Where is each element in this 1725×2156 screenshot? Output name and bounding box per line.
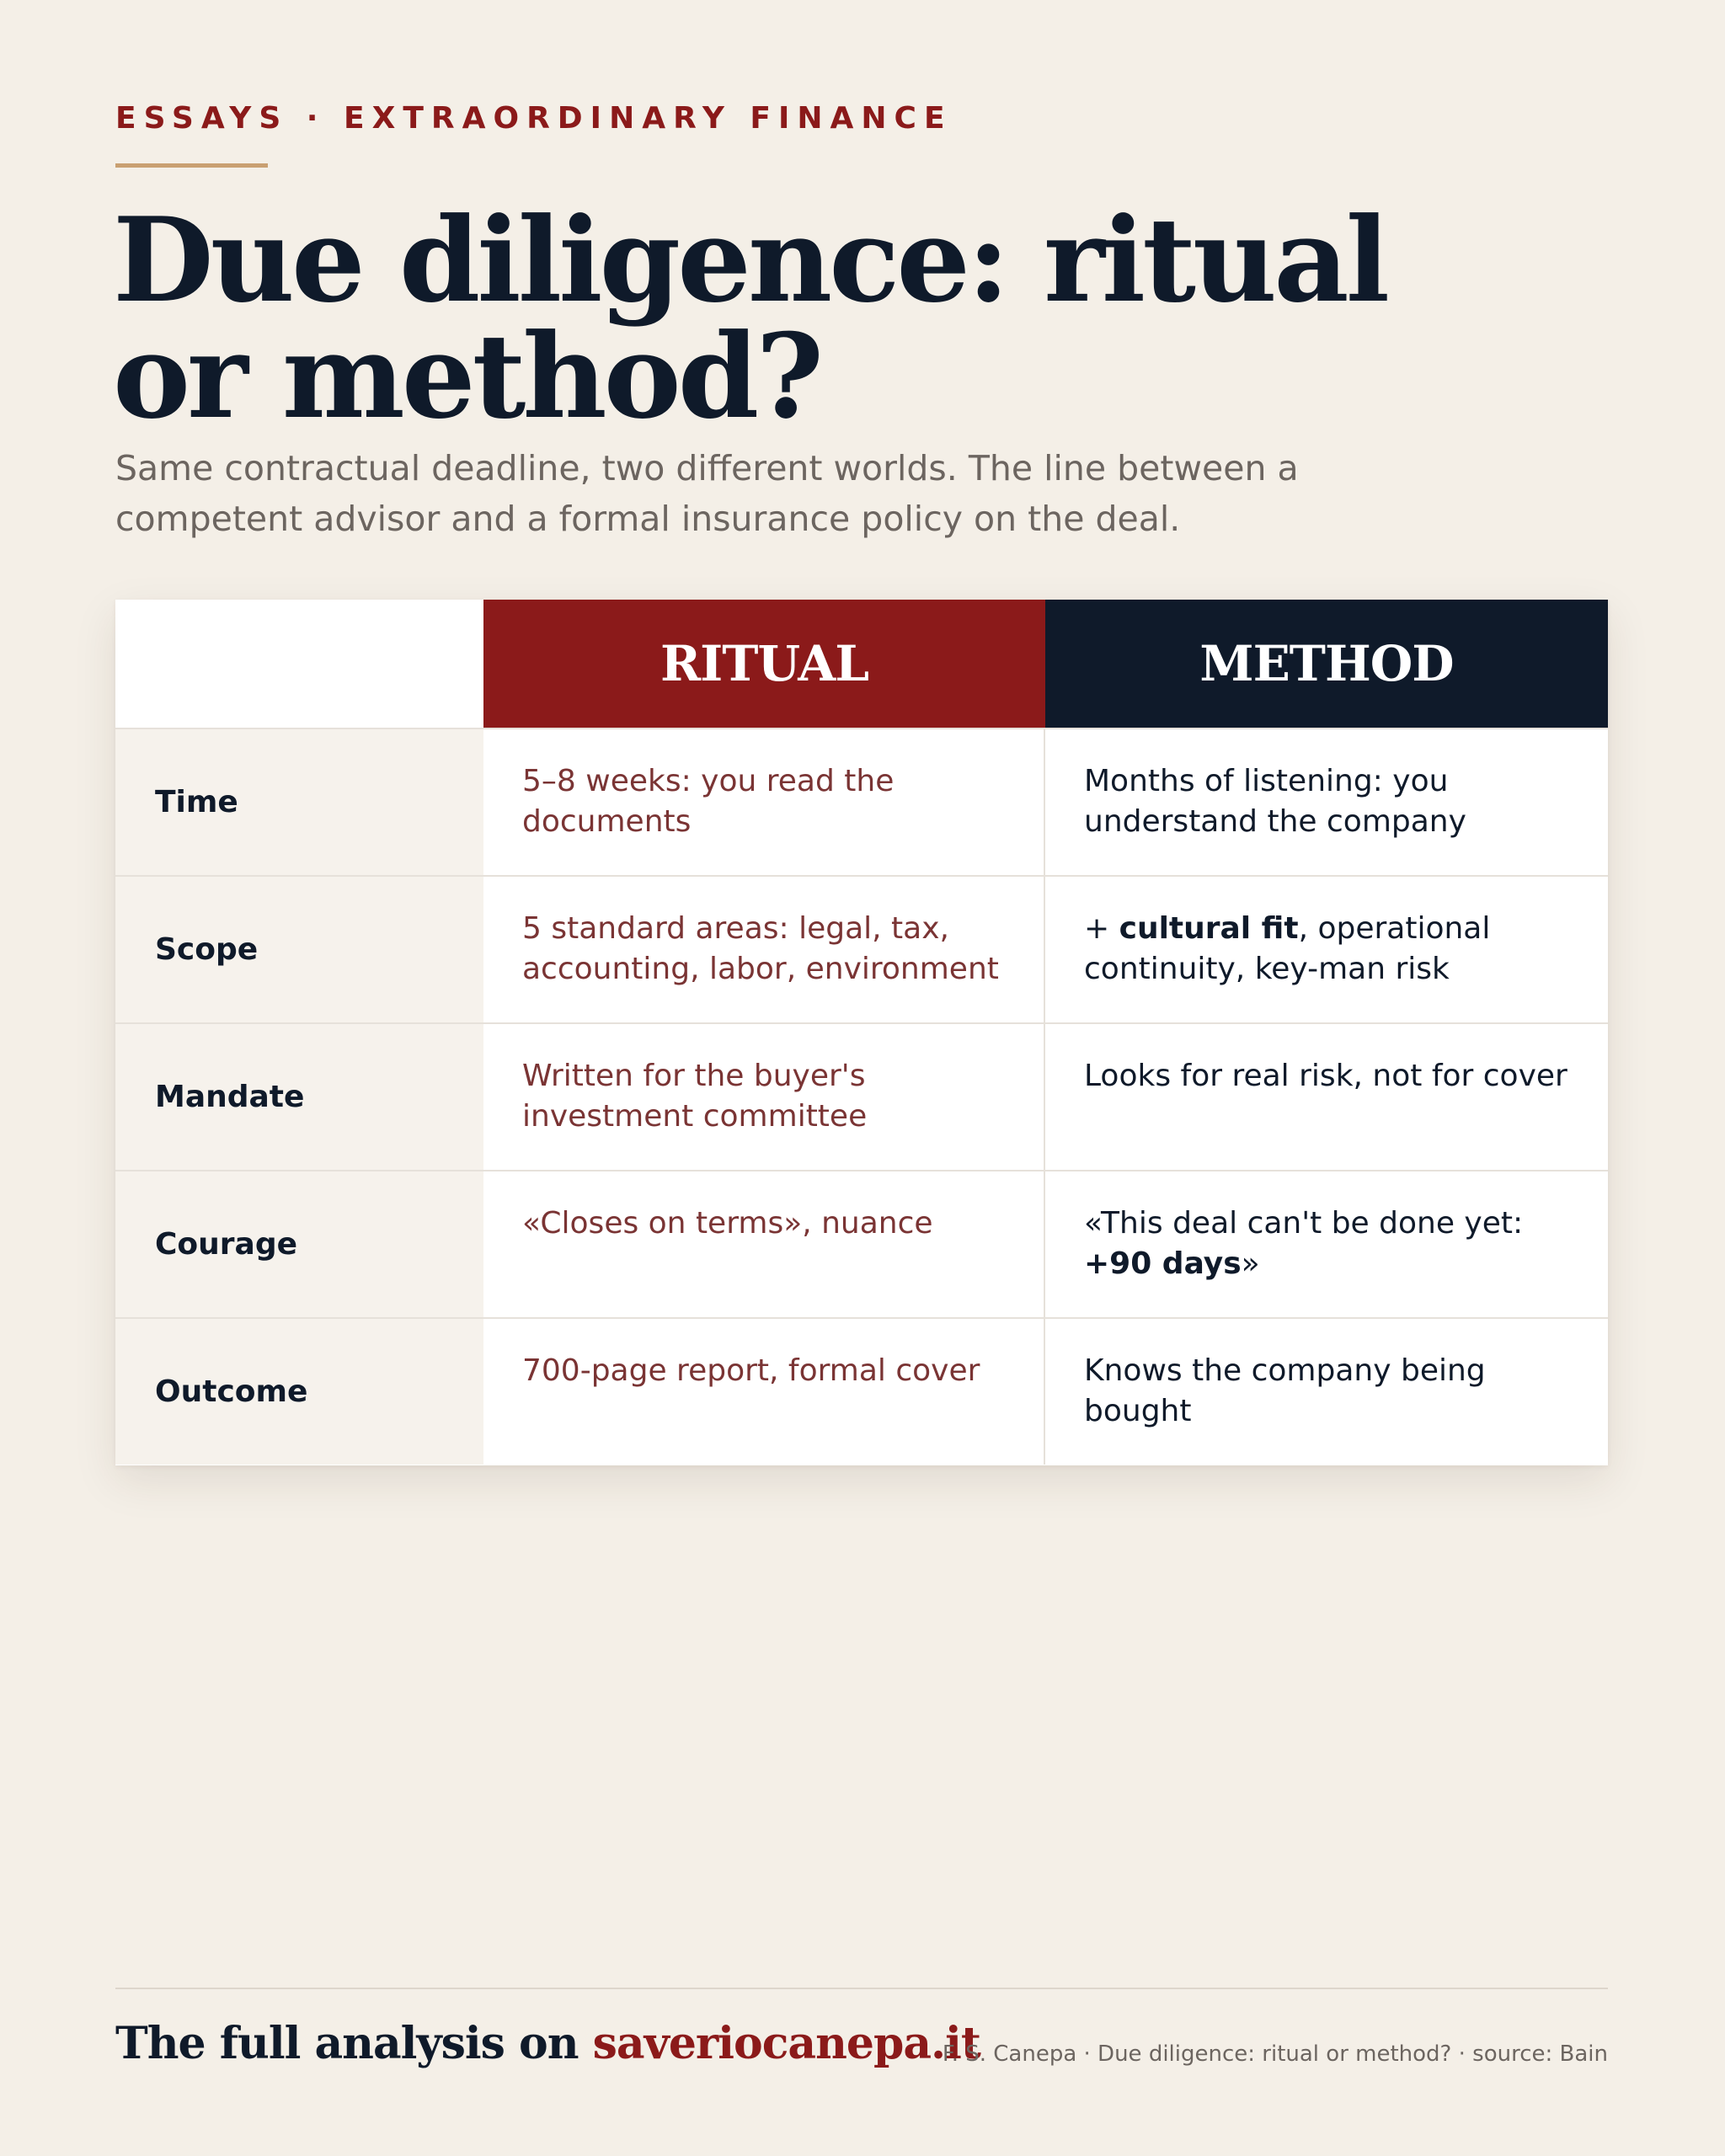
site-link[interactable]: saveriocanepa.it	[592, 2018, 980, 2069]
row-label: Outcome	[115, 1319, 483, 1465]
footer-cta-text: The full analysis on	[115, 2018, 593, 2069]
method-cell-suffix: , operational continuity, key-man risk	[1084, 911, 1491, 986]
ritual-cell: Written for the buyer's investment committee	[483, 1024, 1045, 1170]
column-header-method: METHOD	[1045, 600, 1608, 728]
table-row-scope	[115, 875, 1608, 1022]
page-subtitle: Same contractual deadline, two different worlds. The line between a competent advisor and a formal insurance policy on the deal.	[115, 448, 1299, 539]
table-header-empty	[115, 600, 483, 728]
method-cell-suffix: »	[1241, 1246, 1260, 1281]
column-header-ritual: RITUAL	[483, 600, 1045, 728]
method-cell-prefix: +	[1084, 911, 1119, 946]
row-label: Courage	[115, 1171, 483, 1317]
comparison-table	[115, 600, 1608, 1465]
table-row-time	[115, 728, 1608, 875]
method-cell: Knows the company being bought	[1084, 1353, 1486, 1428]
footer-credit: F. S. Canepa · Due diligence: ritual or method? · source: Bain	[942, 2041, 1608, 2067]
footer-rule	[115, 1988, 1608, 1989]
method-cell	[1045, 1171, 1608, 1317]
row-label: Scope	[115, 877, 483, 1022]
page-title: Due diligence: ritual or method?	[113, 191, 1387, 445]
kicker: ESSAYS · EXTRAORDINARY FINANCE	[115, 101, 953, 136]
table-header-row	[115, 600, 1608, 728]
table-row-mandate	[115, 1022, 1608, 1170]
footer-cta	[115, 2018, 980, 2069]
ritual-cell: 700-page report, formal cover	[483, 1319, 1045, 1465]
row-label: Mandate	[115, 1024, 483, 1170]
ritual-cell: 5 standard areas: legal, tax, accounting, labor, environment	[483, 877, 1045, 1022]
ritual-cell: 5–8 weeks: you read the documents	[483, 729, 1045, 875]
method-cell-emphasis: +90 days	[1084, 1246, 1242, 1281]
row-label: Time	[115, 729, 483, 875]
method-cell: Months of listening: you understand the company	[1084, 764, 1466, 839]
method-cell-prefix: «This deal can't be done yet:	[1084, 1206, 1524, 1241]
ritual-cell: «Closes on terms», nuance	[483, 1171, 1045, 1317]
table-row-outcome	[115, 1317, 1608, 1465]
method-cell	[1045, 877, 1608, 1022]
method-cell: Looks for real risk, not for cover	[1084, 1059, 1567, 1093]
table-row-courage	[115, 1170, 1608, 1317]
method-cell-emphasis: cultural fit	[1119, 911, 1299, 946]
kicker-rule	[115, 163, 268, 168]
